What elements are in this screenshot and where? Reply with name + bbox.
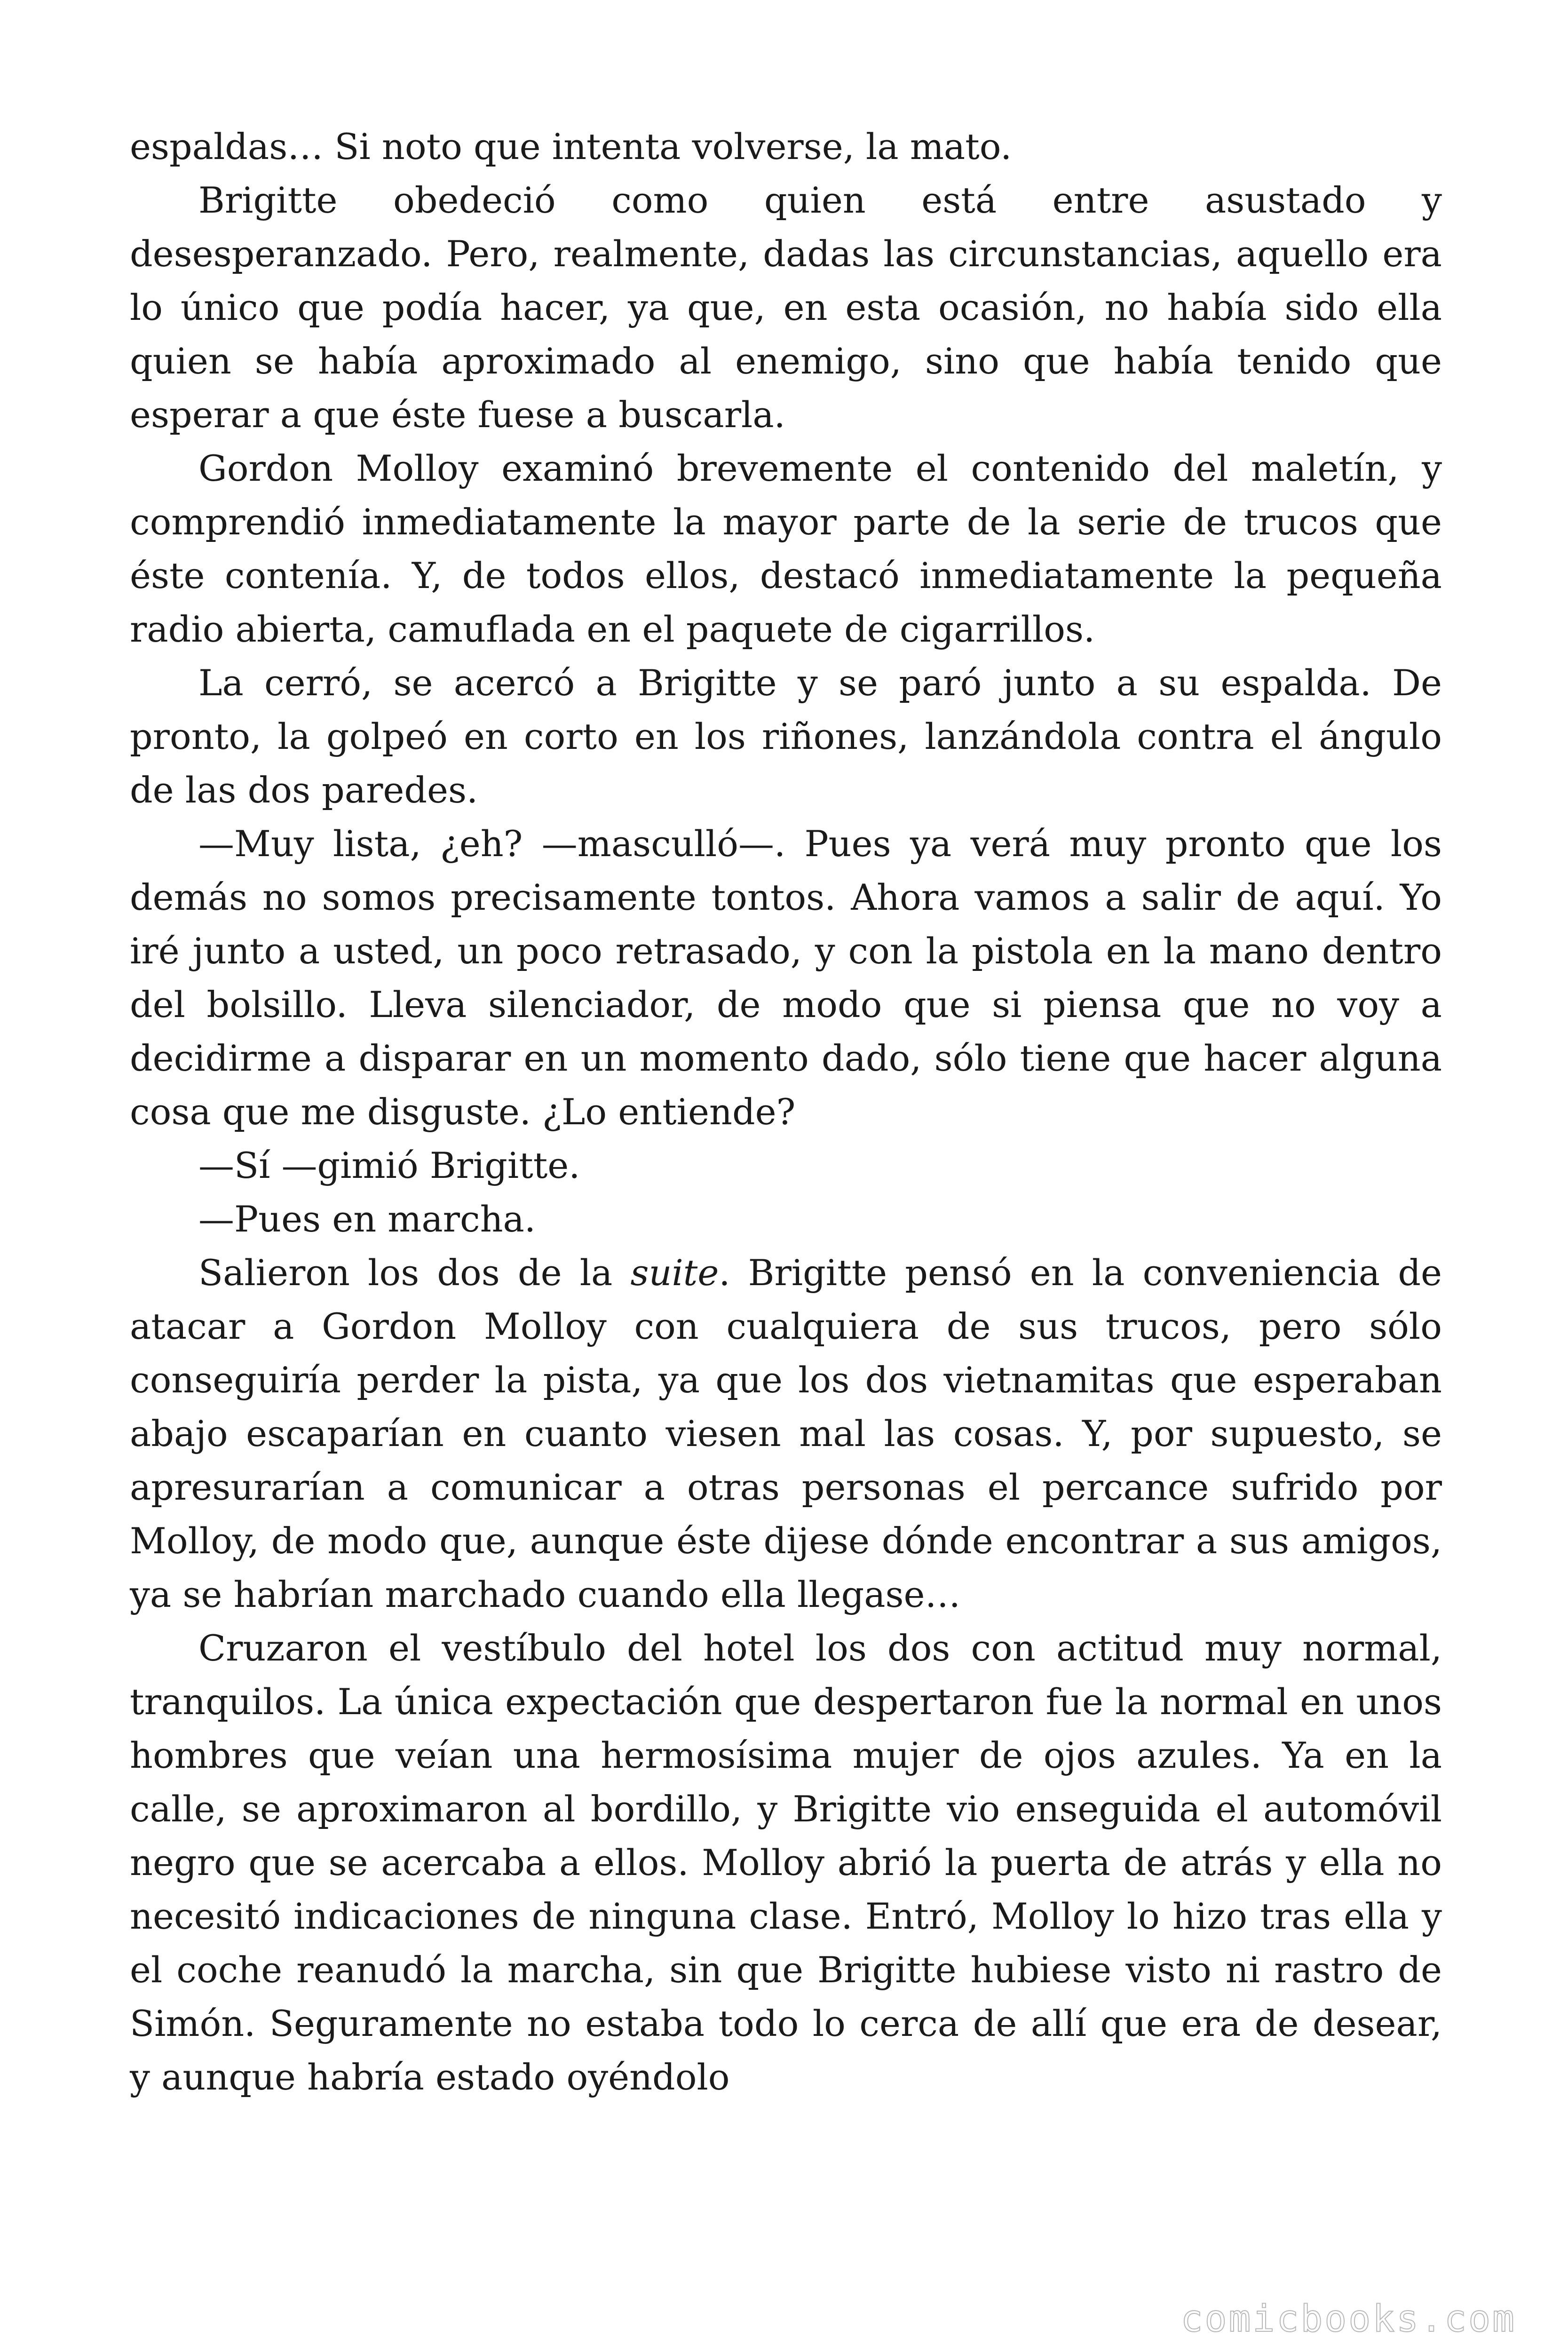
- text-run: —Muy lista, ¿eh? —masculló—. Pues ya verá muy pronto que los demás no somos precisamente tontos. Ahora vamos a salir de aquí. Yo iré junto a usted, un poco retrasado, y con la pistola en la mano dentro del bolsillo. Lleva silenciador, de modo que si piensa que no voy a decidirme a disparar en un momento dado, sólo tiene que hacer alguna cosa que me disguste. ¿Lo entiende?: [130, 823, 1442, 1133]
- text-run: Brigitte obedeció como quien está entre asustado y desesperanzado. Pero, realmente, dadas las circunstancias, aquello era lo único que podía hacer, ya que, en esta ocasión, no había sido ella quien se había aproximado al enemigo, sino que había tenido que esperar a que éste fuese a buscarla.: [130, 179, 1442, 436]
- paragraph: [130, 1621, 1442, 2104]
- paragraph: [130, 120, 1442, 174]
- text-run: —Sí —gimió Brigitte.: [198, 1144, 580, 1186]
- text-run: La cerró, se acercó a Brigitte y se paró junto a su espalda. De pronto, la golpeó en corto en los riñones, lanzándola contra el ángulo de las dos paredes.: [130, 662, 1442, 811]
- paragraph: [130, 1246, 1442, 1621]
- text-run: —Pues en marcha.: [198, 1198, 536, 1240]
- text-run: espaldas… Si noto que intenta volverse, la mato.: [130, 126, 1012, 167]
- text-run: Gordon Molloy examinó brevemente el contenido del maletín, y comprendió inmediatamente la mayor parte de la serie de trucos que éste contenía. Y, de todos ellos, destacó inmediatamente la pequeña radio abierta, camuflada en el paquete de cigarrillos.: [130, 447, 1442, 650]
- text-run: . Brigitte pensó en la conveniencia de atacar a Gordon Molloy con cualquiera de sus trucos, pero sólo conseguiría perder la pista, ya que los dos vietnamitas que esperaban abajo escaparían en cuanto viesen mal las cosas. Y, por supuesto, se apresurarían a comunicar a otras personas el percance sufrido por Molloy, de modo que, aunque éste dijese dónde encontrar a sus amigos, ya se habrían marchado cuando ella llegase…: [130, 1252, 1442, 1615]
- text-run: Salieron los dos de la: [198, 1252, 631, 1294]
- paragraph: [130, 656, 1442, 817]
- paragraph: [130, 1139, 1442, 1192]
- paragraph: [130, 817, 1442, 1139]
- paragraph: [130, 442, 1442, 656]
- text-run: Cruzaron el vestíbulo del hotel los dos con actitud muy normal, tranquilos. La única expectación que despertaron fue la normal en unos hombres que veían una hermosísima mujer de ojos azules. Ya en la calle, se aproximaron al bordillo, y Brigitte vio enseguida el automóvil negro que se acercaba a ellos. Molloy abrió la puerta de atrás y ella no necesitó indicaciones de ninguna clase. Entró, Molloy lo hizo tras ella y el coche reanudó la marcha, sin que Brigitte hubiese visto ni rastro de Simón. Seguramente no estaba todo lo cerca de allí que era de desear, y aunque habría estado oyéndolo: [130, 1627, 1442, 2098]
- italic-text: suite: [630, 1252, 719, 1294]
- paragraph: [130, 174, 1442, 442]
- watermark: comicbooks.com: [1180, 2298, 1516, 2340]
- body-text: [130, 120, 1442, 2104]
- paragraph: [130, 1192, 1442, 1246]
